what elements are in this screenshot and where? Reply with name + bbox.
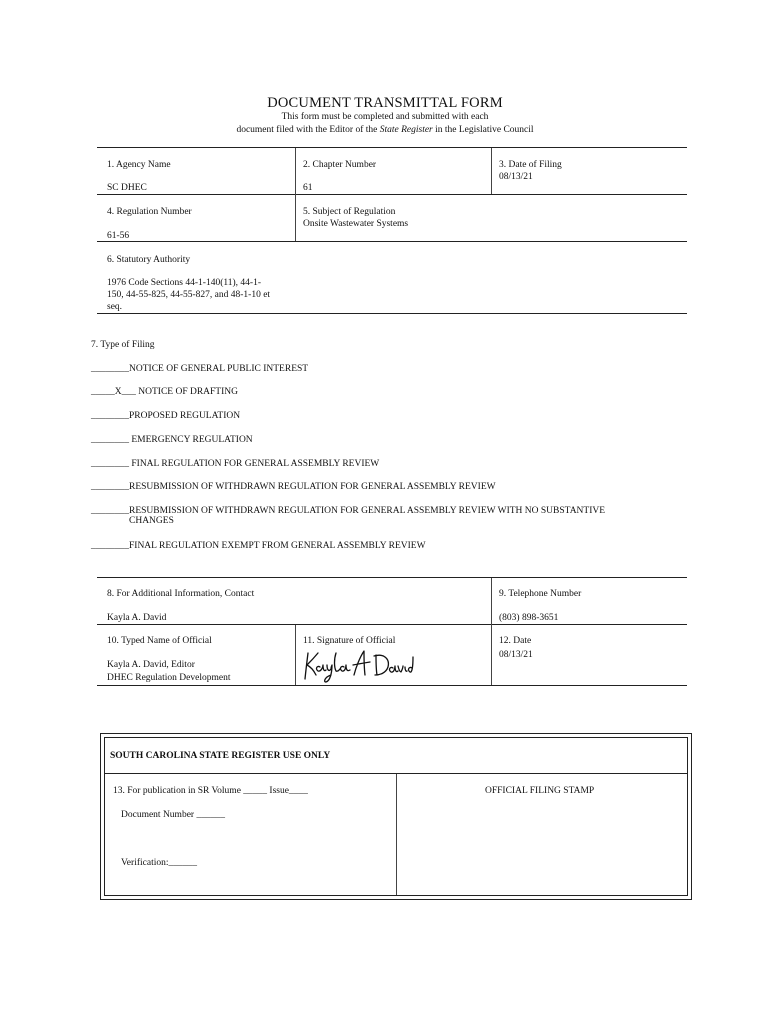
filing-option-resubmission-no-substantive[interactable]: ________RESUBMISSION OF WITHDRAWN REGULATION FOR GENERAL ASSEMBLY REVIEW WITH NO SUBSTANTIVE CHANGES xyxy=(91,506,606,526)
type-of-filing-label: 7. Type of Filing xyxy=(91,340,155,350)
signature-label: 11. Signature of Official xyxy=(303,636,396,646)
signature-underline xyxy=(298,685,414,686)
col-divider-1 xyxy=(295,148,296,241)
form-subtitle-line1: This form must be completed and submitted with each xyxy=(281,112,489,122)
telephone-label: 9. Telephone Number xyxy=(499,589,582,599)
row3-divider xyxy=(97,313,687,314)
row2-divider xyxy=(97,241,687,242)
filing-option-final-review[interactable]: ________ FINAL REGULATION FOR GENERAL ASSEMBLY REVIEW xyxy=(91,459,380,469)
signature-image xyxy=(298,645,414,685)
row1-divider xyxy=(97,194,687,195)
contact-col-divider-left xyxy=(295,625,296,685)
official-filing-stamp-label: OFFICIAL FILING STAMP xyxy=(485,786,595,796)
contact-table-top xyxy=(97,577,687,578)
statutory-authority-line2[interactable]: 150, 44-55-825, 44-55-827, and 48-1-10 et xyxy=(107,290,271,300)
filing-option-emergency[interactable]: ________ EMERGENCY REGULATION xyxy=(91,435,253,445)
date-of-filing-label: 3. Date of Filing xyxy=(499,160,562,170)
subject-value[interactable]: Onsite Wastewater Systems xyxy=(303,219,409,229)
date-value[interactable]: 08/13/21 xyxy=(499,650,533,660)
agency-name-value[interactable]: SC DHEC xyxy=(107,183,147,193)
filing-option-final-exempt[interactable]: ________FINAL REGULATION EXEMPT FROM GENERAL ASSEMBLY REVIEW xyxy=(91,541,426,551)
typed-name-value-line1[interactable]: Kayla A. David, Editor xyxy=(107,660,195,670)
filing-option-notice-of-drafting[interactable]: _____X___ NOTICE OF DRAFTING xyxy=(91,387,238,397)
filing-option-resubmission[interactable]: ________RESUBMISSION OF WITHDRAWN REGULATION FOR GENERAL ASSEMBLY REVIEW xyxy=(91,482,496,492)
filing-option-public-interest[interactable]: ________NOTICE OF GENERAL PUBLIC INTEREST xyxy=(91,364,309,374)
statutory-authority-line1[interactable]: 1976 Code Sections 44-1-140(11), 44-1- xyxy=(107,278,261,288)
col-divider-2 xyxy=(491,148,492,194)
sr-verification-field[interactable]: Verification:______ xyxy=(121,858,197,868)
subject-label: 5. Subject of Regulation xyxy=(303,207,396,217)
regulation-number-value[interactable]: 61-56 xyxy=(107,231,130,241)
form-title: DOCUMENT TRANSMITTAL FORM xyxy=(267,95,503,111)
state-register-heading: SOUTH CAROLINA STATE REGISTER USE ONLY xyxy=(110,751,331,761)
state-register-col-divider xyxy=(396,774,397,895)
sr-publication-field[interactable]: 13. For publication in SR Volume _____ Issue____ xyxy=(113,786,308,796)
statutory-authority-label: 6. Statutory Authority xyxy=(107,255,191,265)
additional-info-value[interactable]: Kayla A. David xyxy=(107,613,167,623)
typed-name-value-line2[interactable]: DHEC Regulation Development xyxy=(107,673,231,683)
chapter-number-label: 2. Chapter Number xyxy=(303,160,377,170)
contact-row-divider xyxy=(97,624,687,625)
date-of-filing-value[interactable]: 08/13/21 xyxy=(499,172,533,182)
contact-col-divider-right xyxy=(491,578,492,685)
telephone-value[interactable]: (803) 898-3651 xyxy=(499,613,559,623)
form-subtitle-line2: document filed with the Editor of the State Register in the Legislative Council xyxy=(236,125,534,135)
chapter-number-value[interactable]: 61 xyxy=(303,183,313,193)
filing-option-proposed[interactable]: ________PROPOSED REGULATION xyxy=(91,411,241,421)
typed-name-label: 10. Typed Name of Official xyxy=(107,636,212,646)
sr-document-number-field[interactable]: Document Number ______ xyxy=(121,810,225,820)
statutory-authority-line3[interactable]: seq. xyxy=(107,302,123,312)
agency-name-label: 1. Agency Name xyxy=(107,160,171,170)
table-top-border xyxy=(97,147,687,148)
additional-info-label: 8. For Additional Information, Contact xyxy=(107,589,255,599)
regulation-number-label: 4. Regulation Number xyxy=(107,207,192,217)
state-register-italic: State Register xyxy=(379,125,433,135)
date-label: 12. Date xyxy=(499,636,532,646)
